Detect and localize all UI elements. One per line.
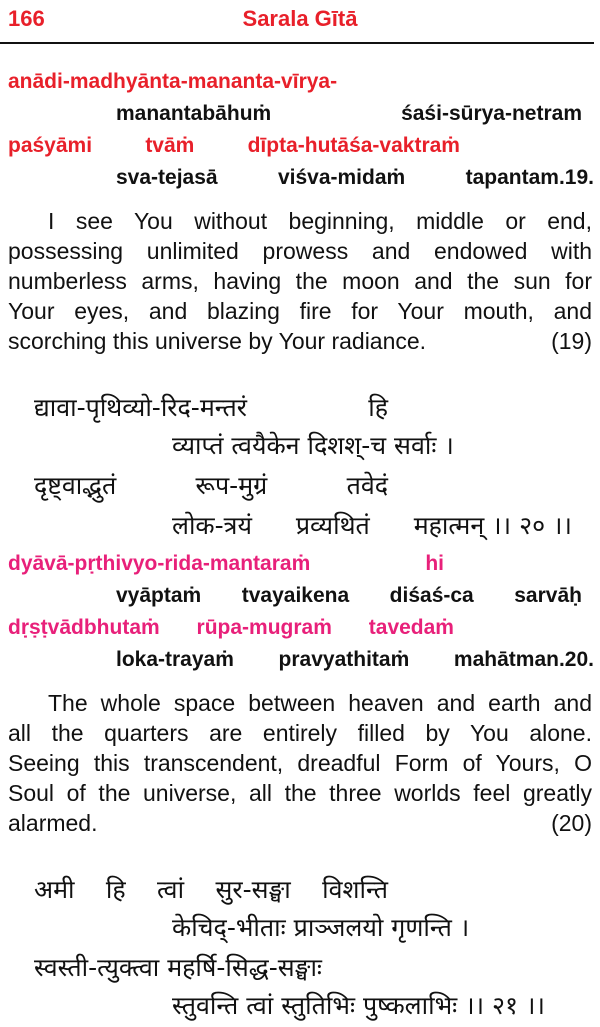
word: व्याप्तं त्वयैकेन दिशश्-च सर्वाः । <box>172 431 454 460</box>
translation-line: Your eyes, and blazing fire for Your mouth, and <box>8 298 592 324</box>
verse19-translation <box>8 206 592 356</box>
word: केचिद्-भीताः प्राञ्जलयो गृणन्ति । <box>172 913 470 942</box>
word: sarvāḥ <box>514 584 582 607</box>
verse21-dev-line3 <box>34 950 322 984</box>
verse20-dev-line1 <box>34 390 388 424</box>
translation-line: all the quarters are entirely filled by You alone. <box>8 720 592 746</box>
translation-line: numberless arms, having the moon and the sun for <box>8 268 592 294</box>
verse20-dev-line4 <box>172 508 572 542</box>
word: loka-trayaṁ <box>116 648 234 671</box>
verse19-line2 <box>116 102 582 126</box>
word: हि <box>368 393 388 422</box>
verse20-line4 <box>116 648 594 672</box>
word: त्वां <box>157 875 185 904</box>
word: anādi-madhyānta-mananta-vīrya- <box>8 70 338 93</box>
word: tapantam.19. <box>465 166 594 189</box>
verse19-line1 <box>8 70 337 94</box>
word: अमी <box>34 875 75 904</box>
word: diśaś-ca <box>389 584 474 607</box>
verse19-line3 <box>8 134 460 158</box>
word: हि <box>105 875 126 904</box>
running-title: Sarala Gītā <box>242 6 358 31</box>
word: dyāvā-pṛthivyo-rida-mantaraṁ <box>8 552 311 575</box>
translation-line: scorching this universe by Your radiance. (19) <box>8 328 592 354</box>
word: mahātman.20. <box>453 648 594 671</box>
word: स्तुवन्ति त्वां स्तुतिभिः पुष्कलाभिः ।। २१ ।। <box>172 991 545 1020</box>
word: sva-tejasā <box>116 166 218 189</box>
word: hi <box>425 552 444 575</box>
word: paśyāmi <box>8 134 93 157</box>
verse20-line1 <box>8 552 444 576</box>
verse20-dev-line3 <box>34 468 388 502</box>
word: रूप-मुग्रं <box>195 471 268 500</box>
page-number: 166 <box>8 6 45 31</box>
page-header <box>0 0 600 44</box>
word: महात्मन् ।। २० ।। <box>413 511 572 540</box>
word: viśva-midaṁ <box>277 166 406 189</box>
word: pravyathitaṁ <box>278 648 410 671</box>
word: सुर-सङ्घा <box>215 875 291 904</box>
word: tvayaikena <box>241 584 350 607</box>
word: vyāptaṁ <box>116 584 202 607</box>
word: विशन्ति <box>322 875 388 904</box>
translation-line: alarmed. (20) <box>8 810 592 836</box>
verse20-line2 <box>116 584 582 608</box>
word: śaśi-sūrya-netram <box>401 102 582 125</box>
word: manantabāhuṁ <box>116 102 272 125</box>
word: तवेदं <box>346 471 388 500</box>
translation-line: The whole space between heaven and earth and <box>48 690 592 716</box>
header-rule <box>0 42 594 44</box>
verse21-dev-line2 <box>172 910 469 944</box>
verse20-translation <box>8 688 592 838</box>
word: द्यावा-पृथिव्यो-रिद-मन्तरं <box>34 393 247 422</box>
verse-number: (19) <box>551 328 592 354</box>
verse21-dev-line1 <box>34 872 388 906</box>
word: dīpta-hutāśa-vaktraṁ <box>247 134 460 157</box>
verse19-line4 <box>116 166 594 190</box>
word: प्रव्यथितं <box>295 511 370 540</box>
verse20-dev-line2 <box>172 428 454 462</box>
word: rūpa-mugraṁ <box>196 616 332 639</box>
word: स्वस्ती-त्युक्त्वा महर्षि-सिद्ध-सङ्घाः <box>34 953 322 982</box>
word: tvāṁ <box>145 134 195 157</box>
translation-line: possessing unlimited prowess and endowed with <box>8 238 592 264</box>
word: tavedaṁ <box>368 616 454 639</box>
word: दृष्ट्वाद्भुतं <box>34 471 117 500</box>
translation-line: Soul of the universe, all the three worlds feel greatly <box>8 780 592 806</box>
word: लोक-त्रयं <box>172 511 252 540</box>
verse21-dev-line4 <box>172 988 545 1022</box>
word: dṛṣṭvādbhutaṁ <box>8 616 160 639</box>
translation-line: I see You without beginning, middle or end, <box>48 208 592 234</box>
translation-line: Seeing this transcendent, dreadful Form of Yours, O <box>8 750 592 776</box>
verse-number: (20) <box>551 810 592 836</box>
verse20-line3 <box>8 616 454 640</box>
